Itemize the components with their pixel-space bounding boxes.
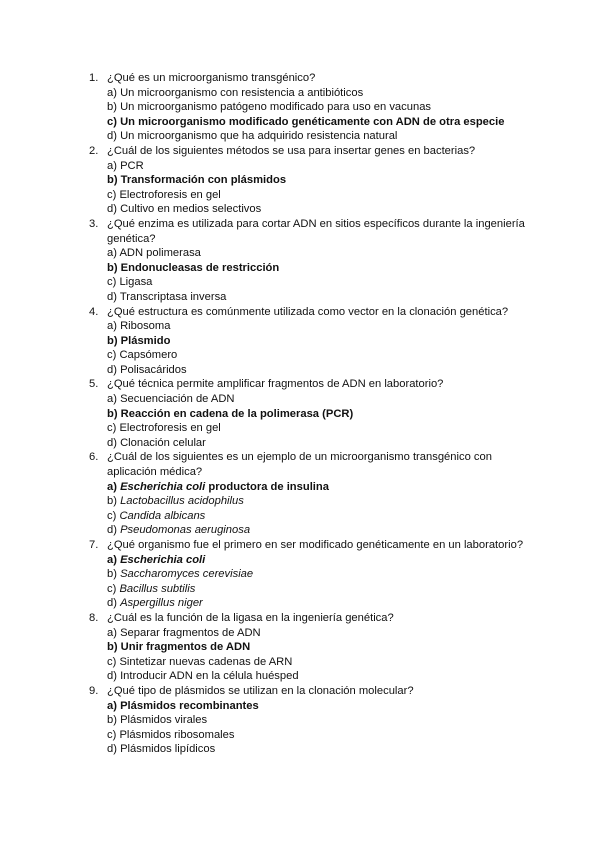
answer-option — [89, 275, 529, 290]
option-letter: b) — [107, 334, 118, 347]
question-number: 6. — [89, 451, 99, 464]
option-species-name: Escherichia coli — [120, 553, 206, 566]
option-text: Endonucleasas de restricción — [120, 261, 280, 274]
option-text: Plásmidos recombinantes — [120, 699, 259, 712]
option-letter: d) — [107, 743, 117, 756]
option-letter: a) — [107, 553, 117, 566]
option-letter: c) — [107, 349, 117, 362]
question-2 — [89, 144, 529, 217]
option-text: Reacción en cadena de la polimerasa (PCR) — [120, 407, 354, 420]
answer-option — [89, 100, 529, 115]
question-9 — [89, 684, 529, 757]
option-letter: c) — [107, 188, 117, 201]
question-number: 2. — [89, 144, 99, 157]
option-letter: a) — [107, 480, 117, 493]
option-text: Electroforesis en gel — [119, 422, 221, 435]
option-letter: c) — [107, 115, 117, 128]
option-text: Un microorganismo que ha adquirido resistencia natural — [120, 130, 398, 143]
answer-option-correct — [89, 699, 529, 714]
question-text: ¿Cuál de los siguientes métodos se usa para insertar genes en bacterias? — [107, 144, 476, 157]
option-letter: b) — [107, 568, 117, 581]
option-species-name: Candida albicans — [119, 509, 206, 522]
option-species-name: Aspergillus niger — [120, 597, 203, 610]
option-text: Un microorganismo modificado genéticamente con ADN de otra especie — [120, 115, 505, 128]
option-letter: a) — [107, 159, 117, 172]
option-letter: d) — [107, 436, 117, 449]
answer-option — [89, 742, 529, 757]
option-letter: d) — [107, 670, 117, 683]
option-text: Transcriptasa inversa — [119, 290, 227, 303]
answer-option — [89, 188, 529, 203]
option-letter: a) — [107, 320, 117, 333]
answer-option — [89, 319, 529, 334]
question-text: ¿Cuál de los siguientes es un ejemplo de un microorganismo transgénico con aplicación médica? — [107, 451, 492, 479]
question-text: ¿Qué estructura es comúnmente utilizada como vector en la clonación genética? — [107, 305, 509, 318]
question-number: 8. — [89, 611, 99, 624]
option-letter: b) — [107, 714, 117, 727]
option-letter: d) — [107, 130, 117, 143]
question-text: ¿Qué es un microorganismo transgénico? — [107, 72, 316, 84]
answer-option — [89, 246, 529, 261]
option-letter: c) — [107, 582, 117, 595]
option-text: Unir fragmentos de ADN — [120, 641, 251, 654]
option-text: Plásmidos virales — [120, 714, 208, 727]
option-letter: a) — [107, 699, 117, 712]
answer-option — [89, 494, 529, 509]
answer-option — [89, 509, 529, 524]
option-text: Capsómero — [119, 349, 178, 362]
option-letter: c) — [107, 422, 117, 435]
option-text: Un microorganismo con resistencia a antibióticos — [120, 86, 364, 99]
question-7 — [89, 538, 529, 611]
option-text: Cultivo en medios selectivos — [120, 203, 262, 216]
question-8 — [89, 611, 529, 684]
answer-option — [89, 421, 529, 436]
question-text: ¿Qué organismo fue el primero en ser modificado genéticamente en un laboratorio? — [107, 539, 524, 551]
question-6 — [89, 450, 529, 538]
option-text: Clonación celular — [120, 436, 206, 449]
option-letter: b) — [107, 495, 117, 508]
option-text: Ribosoma — [120, 320, 171, 333]
option-text: Transformación con plásmidos — [120, 174, 287, 187]
option-text: Sintetizar nuevas cadenas de ARN — [119, 655, 293, 668]
option-letter: d) — [107, 203, 117, 216]
question-4 — [89, 305, 529, 378]
answer-option — [89, 655, 529, 670]
option-letter: a) — [107, 247, 117, 260]
option-text: Electroforesis en gel — [119, 188, 221, 201]
option-letter: b) — [107, 407, 118, 420]
answer-option-correct — [89, 553, 529, 568]
option-letter: c) — [107, 655, 117, 668]
answer-option-correct — [89, 407, 529, 422]
option-text: Ligasa — [119, 276, 153, 289]
question-number: 1. — [89, 72, 99, 84]
answer-option-correct — [89, 480, 529, 495]
option-letter: a) — [107, 86, 117, 99]
answer-option — [89, 596, 529, 611]
answer-option-correct — [89, 173, 529, 188]
question-number: 5. — [89, 378, 99, 391]
option-species-name: Bacillus subtilis — [119, 582, 196, 595]
option-letter: d) — [107, 290, 117, 303]
answer-option — [89, 669, 529, 684]
option-letter: d) — [107, 363, 117, 376]
option-letter: c) — [107, 509, 117, 522]
option-text: Separar fragmentos de ADN — [120, 626, 261, 639]
answer-option — [89, 436, 529, 451]
answer-option — [89, 202, 529, 217]
option-text-suffix: productora de insulina — [205, 480, 329, 493]
option-text: Un microorganismo patógeno modificado para uso en vacunas — [120, 101, 432, 114]
option-letter: a) — [107, 626, 117, 639]
option-species-name: Saccharomyces cerevisiae — [120, 568, 254, 581]
question-number: 9. — [89, 684, 99, 697]
question-number: 4. — [89, 305, 99, 318]
option-letter: d) — [107, 524, 117, 537]
answer-option — [89, 626, 529, 641]
option-letter: c) — [107, 728, 117, 741]
option-species-name: Pseudomonas aeruginosa — [120, 524, 251, 537]
answer-option — [89, 290, 529, 305]
answer-option — [89, 159, 529, 174]
question-text: ¿Cuál es la función de la ligasa en la ingeniería genética? — [107, 611, 394, 624]
question-text: ¿Qué enzima es utilizada para cortar ADN en sitios específicos durante la ingeniería genética? — [107, 217, 525, 245]
answer-option — [89, 129, 529, 144]
option-species-name: Escherichia coli — [120, 480, 206, 493]
option-letter: b) — [107, 174, 118, 187]
question-number: 7. — [89, 539, 99, 551]
option-letter: b) — [107, 641, 118, 654]
answer-option — [89, 728, 529, 743]
answer-option — [89, 392, 529, 407]
option-text: Plásmidos lipídicos — [120, 743, 216, 756]
question-5 — [89, 377, 529, 450]
option-text: Introducir ADN en la célula huésped — [120, 670, 299, 683]
answer-option-correct — [89, 334, 529, 349]
question-1 — [89, 71, 529, 144]
option-letter: d) — [107, 597, 117, 610]
option-text: Plásmidos ribosomales — [119, 728, 235, 741]
option-letter: a) — [107, 393, 117, 406]
answer-option — [89, 86, 529, 101]
option-letter: b) — [107, 101, 117, 114]
question-number: 3. — [89, 217, 99, 230]
answer-option — [89, 567, 529, 582]
option-text: PCR — [120, 159, 144, 172]
answer-option-correct — [89, 115, 529, 130]
option-text: Secuenciación de ADN — [120, 393, 235, 406]
option-letter: c) — [107, 276, 117, 289]
answer-option — [89, 348, 529, 363]
question-3 — [89, 217, 529, 305]
answer-option — [89, 363, 529, 378]
question-text: ¿Qué técnica permite amplificar fragmentos de ADN en laboratorio? — [107, 378, 444, 391]
option-species-name: Lactobacillus acidophilus — [120, 495, 244, 508]
option-text: ADN polimerasa — [119, 247, 201, 260]
answer-option — [89, 523, 529, 538]
option-letter: b) — [107, 261, 118, 274]
answer-option-correct — [89, 640, 529, 655]
answer-option — [89, 582, 529, 597]
option-text: Plásmido — [120, 334, 171, 347]
option-text: Polisacáridos — [120, 363, 187, 376]
question-text: ¿Qué tipo de plásmidos se utilizan en la clonación molecular? — [107, 684, 414, 697]
answer-option — [89, 713, 529, 728]
quiz-list — [89, 71, 529, 757]
answer-option-correct — [89, 261, 529, 276]
